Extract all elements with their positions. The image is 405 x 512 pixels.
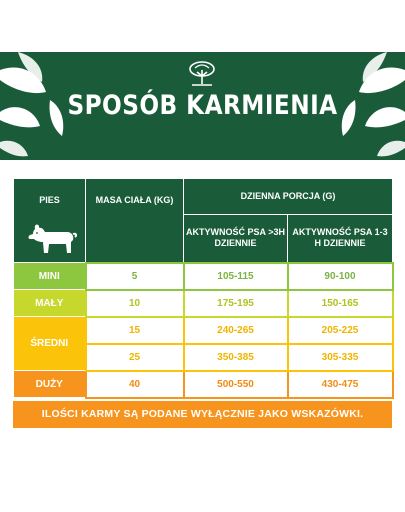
table-row: [14, 263, 393, 290]
weight-cell: 15: [86, 317, 184, 344]
portion-high-cell: 105-115: [184, 263, 288, 290]
feeding-table: [13, 178, 392, 399]
header-weight: MASA CIAŁA (KG): [86, 179, 184, 263]
header-dog-label: PIES: [39, 195, 60, 205]
header-daily-portion: DZIENNA PORCJA (G): [184, 179, 393, 215]
tree-logo-icon: [186, 60, 218, 88]
portion-low-cell: 150-165: [288, 290, 393, 317]
category-cell: DUŻY: [14, 371, 86, 398]
category-cell: ŚREDNI: [14, 317, 86, 371]
header-activity-high: AKTYWNOŚĆ PSA >3H DZIENNIE: [184, 215, 288, 263]
weight-cell: 25: [86, 344, 184, 371]
header-activity-low: AKTYWNOŚĆ PSA 1-3 H DZIENNIE: [288, 215, 393, 263]
category-cell: MINI: [14, 263, 86, 290]
header-dog: [14, 179, 86, 263]
table-row: [14, 371, 393, 398]
weight-cell: 5: [86, 263, 184, 290]
portion-high-cell: 240-265: [184, 317, 288, 344]
portion-low-cell: 205-225: [288, 317, 393, 344]
page-title: SPOSÓB KARMIENIA: [67, 90, 338, 121]
dog-icon: [23, 220, 77, 256]
weight-cell: 10: [86, 290, 184, 317]
table-row: [14, 317, 393, 344]
footer-note: ILOŚCI KARMY SĄ PODANE WYŁĄCZNIE JAKO WSKAZÓWKI.: [13, 401, 392, 428]
table-row: [14, 290, 393, 317]
portion-low-cell: 90-100: [288, 263, 393, 290]
portion-high-cell: 350-385: [184, 344, 288, 371]
portion-low-cell: 430-475: [288, 371, 393, 398]
page-subtitle: Dla dorosłych psów 1-7 lat: [107, 129, 298, 146]
portion-high-cell: 500-550: [184, 371, 288, 398]
portion-high-cell: 175-195: [184, 290, 288, 317]
category-cell: MAŁY: [14, 290, 86, 317]
weight-cell: 40: [86, 371, 184, 398]
portion-low-cell: 305-335: [288, 344, 393, 371]
